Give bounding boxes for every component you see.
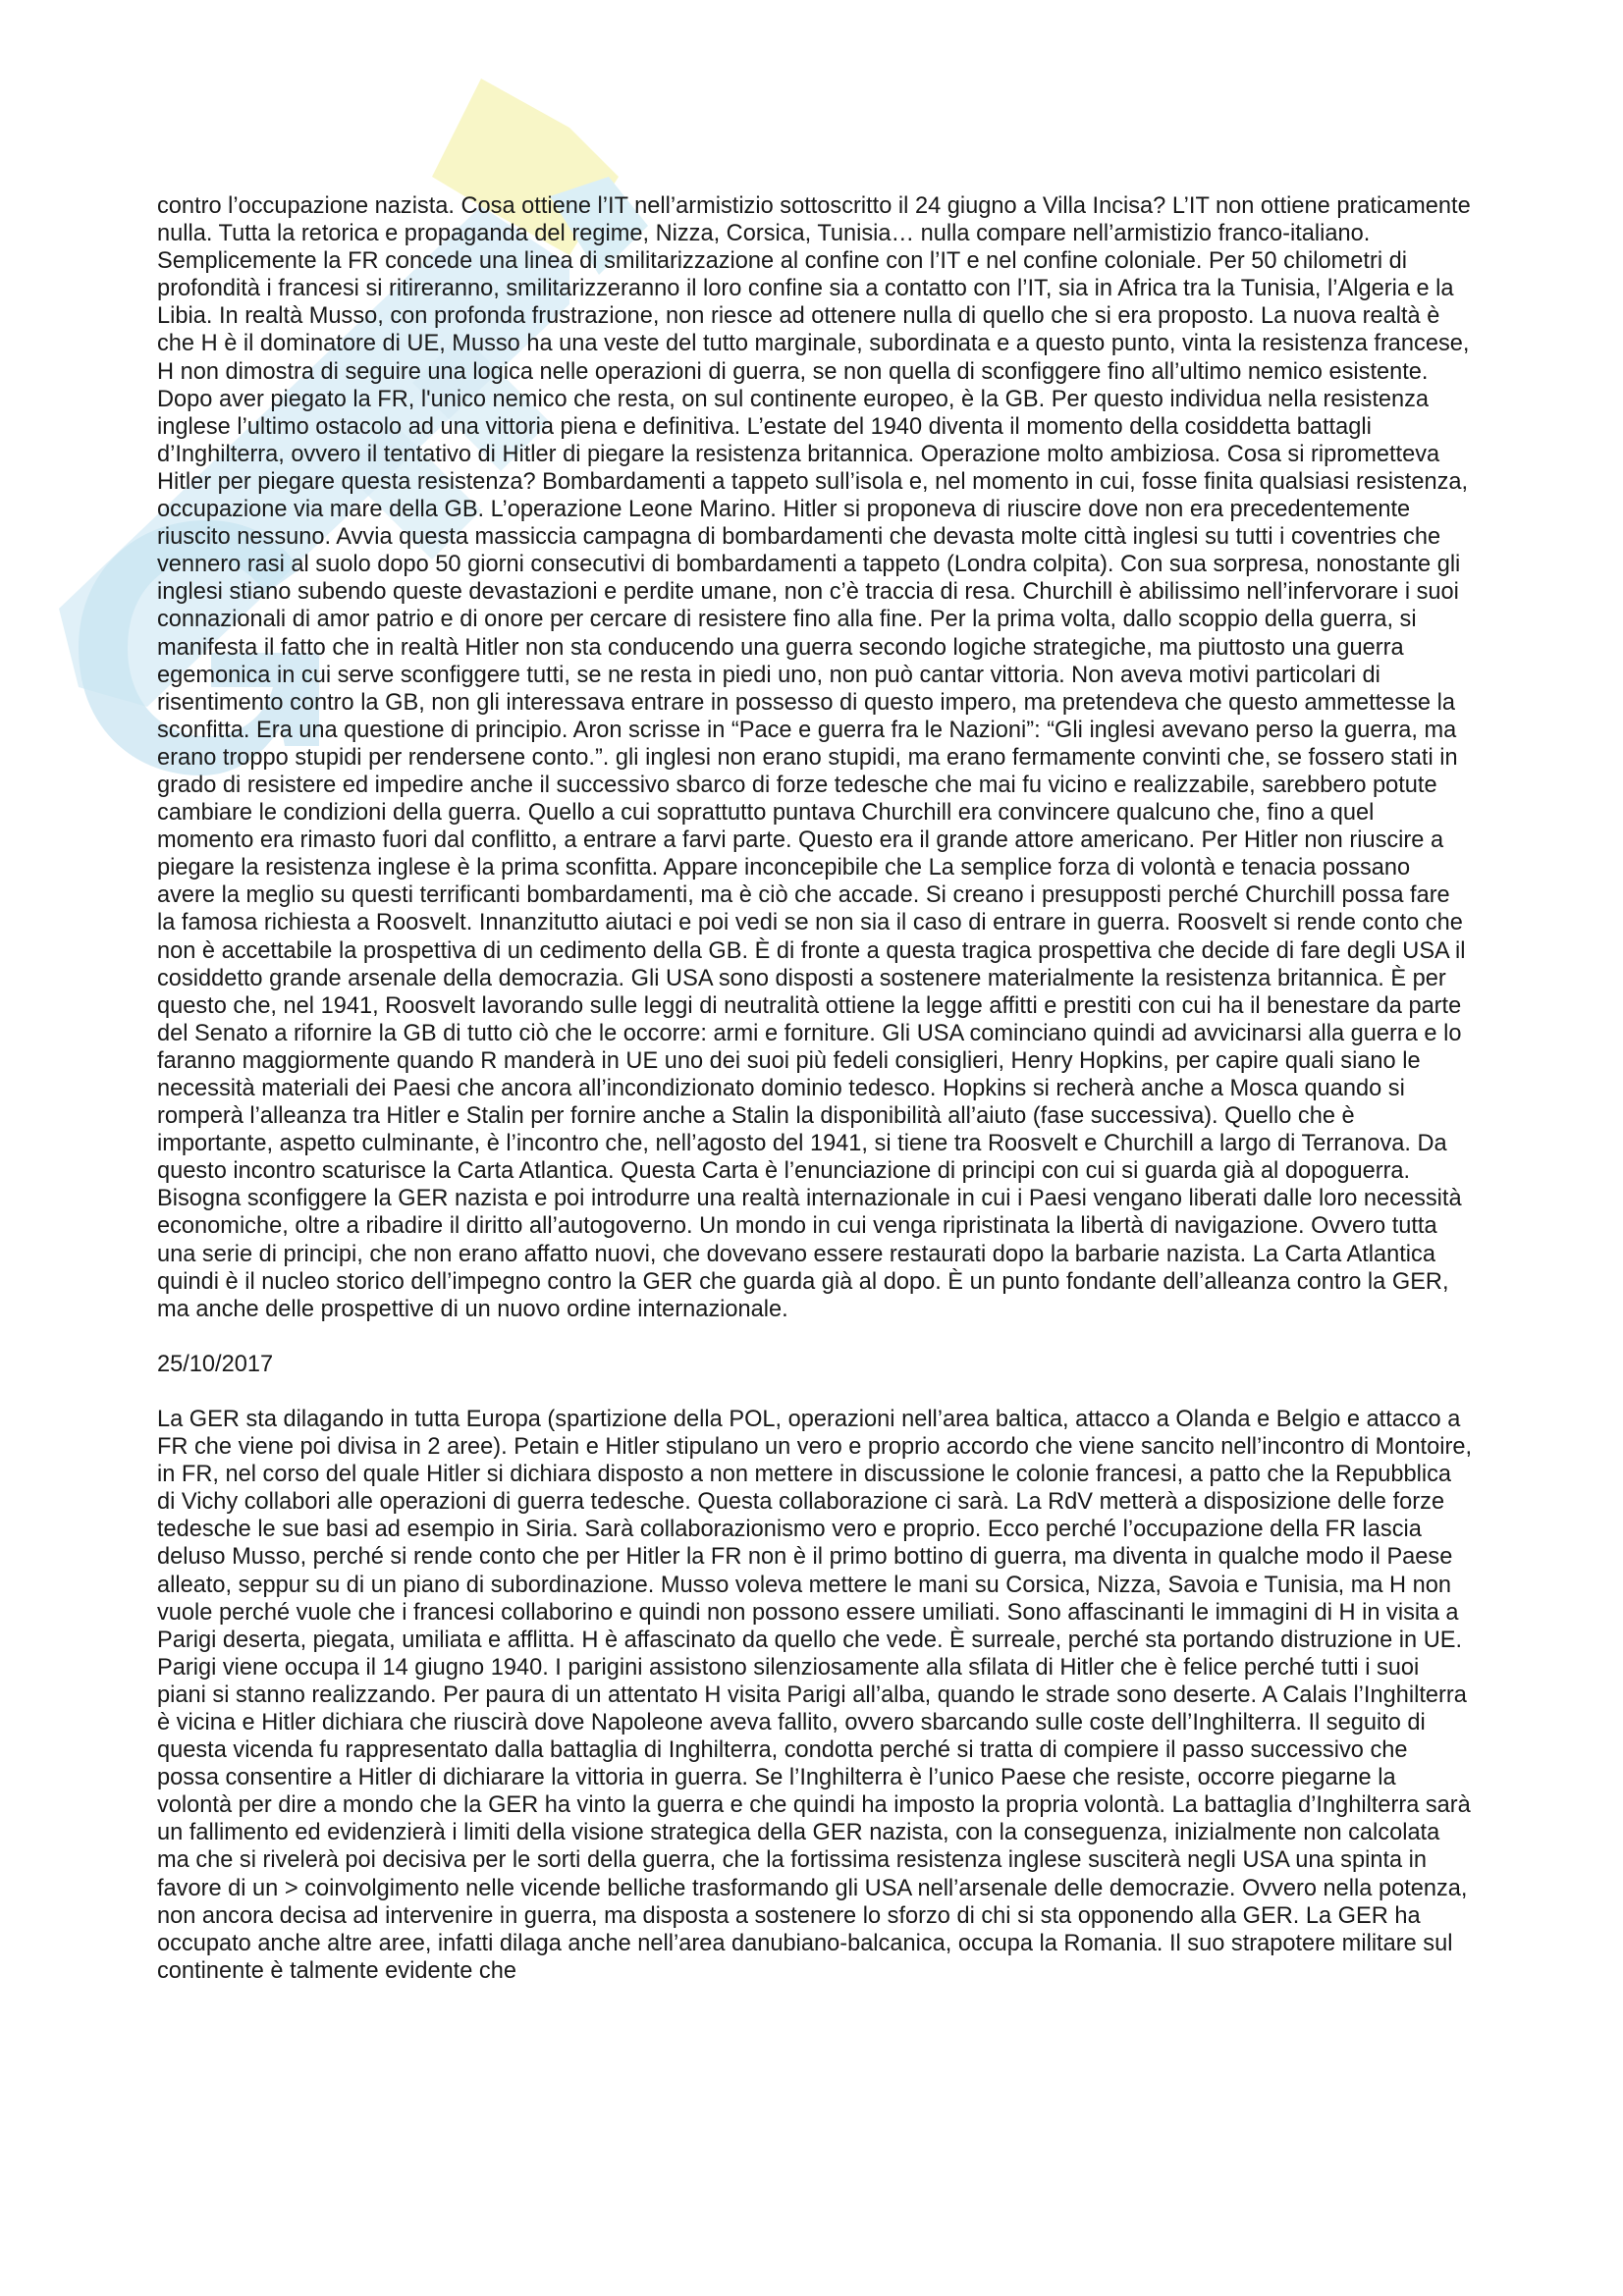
document-body	[157, 192, 1473, 1985]
date-heading: 25/10/2017	[157, 1351, 274, 1377]
body-paragraph: La GER sta dilagando in tutta Europa (spartizione della POL, operazioni nell’area baltica, attacco a Olanda e Belgio e attacco a FR che viene poi divisa in 2 aree). Petain e Hitler stipulano un vero e proprio accordo che viene sancito nell’incontro di Montoire, in FR, nel corso del quale Hitler si dichiara disposto a non mettere in discussione le colonie francesi, a patto che la Repubblica di Vichy collabori alle operazioni di guerra tedesche. Questa collaborazione ci sarà. La RdV metterà a disposizione delle forze tedesche le sue basi ad esempio in Siria. Sarà collaborazionismo vero e proprio. Ecco perché l’occupazione della FR lascia deluso Musso, perché si rende conto che per Hitler la FR non è il primo bottino di guerra, ma diventa in qualche modo il Paese alleato, seppur su di un piano di subordinazione. Musso voleva mettere le mani su Corsica, Nizza, Savoia e Tunisia, ma H non vuole perché vuole che i francesi collaborino e quindi non possono essere umiliati. Sono affascinanti le immagini di H in visita a Parigi deserta, piegata, umiliata e afflitta. H è affascinato da quello che vede. È surreale, perché sta portando distruzione in UE. Parigi viene occupa il 14 giugno 1940. I parigini assistono silenziosamente alla sfilata di Hitler che è felice perché tutti i suoi piani si stanno realizzando. Per paura di un attentato H visita Parigi all’alba, quando le strade sono deserte. A Calais l’Inghilterra è vicina e Hitler dichiara che riuscirà dove Napoleone aveva fallito, ovvero sbarcando sulle coste dell’Inghilterra. Il seguito di questa vicenda fu rappresentato dalla battaglia di Inghilterra, condotta perché si tratta di compiere il passo successivo che possa consentire a Hitler di dichiarare la vittoria in guerra. Se l’Inghilterra è l’unico Paese che resiste, occorre piegarne la volontà per dire a mondo che la GER ha vinto la guerra e che quindi ha imposto la propria volontà. La battaglia d’Inghilterra sarà un fallimento ed evidenzierà i limiti della visione strategica della GER nazista, con la conseguenza, inizialmente non calcolata ma che si rivelerà poi decisiva per le sorti della guerra, che la fortissima resistenza inglese susciterà negli USA una spinta in favore di un > coinvolgimento nelle vicende belliche trasformando gli USA nell’arsenale delle democrazie. Ovvero nella potenza, non ancora decisa ad intervenire in guerra, ma disposta a sostenere lo sforzo di chi si sta opponendo alla GER. La GER ha occupato anche altre aree, infatti dilaga anche nell’area danubiano-balcanica, occupa la Romania. Il suo strapotere militare sul continente è talmente evidente che	[157, 1406, 1473, 1984]
body-paragraph: contro l’occupazione nazista. Cosa ottiene l’IT nell’armistizio sottoscritto il 24 giugno a Villa Incisa? L’IT non ottiene praticamente nulla. Tutta la retorica e propaganda del regime, Nizza, Corsica, Tunisia… nulla compare nell’armistizio franco-italiano. Semplicemente la FR concede una linea di smilitarizzazione al confine con l’IT e nel confine coloniale. Per 50 chilometri di profondità i francesi si ritireranno, smilitarizzeranno il loro confine sia a contatto con l’IT, sia in Africa tra la Tunisia, l’Algeria e la Libia. In realtà Musso, con profonda frustrazione, non riesce ad ottenere nulla di quello che si era proposto. La nuova realtà è che H è il dominatore di UE, Musso ha una veste del tutto marginale, subordinata e a questo punto, vinta la resistenza francese, H non dimostra di seguire una logica nelle operazioni di guerra, se non quella di sconfiggere fino all’ultimo nemico esistente. Dopo aver piegato la FR, l'unico nemico che resta, on sul continente europeo, è la GB. Per questo individua nella resistenza inglese l’ultimo ostacolo ad una vittoria piena e definitiva. L’estate del 1940 diventa il momento della cosiddetta battagli d’Inghilterra, ovvero il tentativo di Hitler di piegare la resistenza britannica. Operazione molto ambiziosa. Cosa si riprometteva Hitler per piegare questa resistenza? Bombardamenti a tappeto sull’isola e, nel momento in cui, fosse finita qualsiasi resistenza, occupazione via mare della GB. L’operazione Leone Marino. Hitler si proponeva di riuscire dove non era precedentemente riuscito nessuno. Avvia questa massiccia campagna di bombardamenti che devasta molte città inglesi su tutti i coventries che vennero rasi al suolo dopo 50 giorni consecutivi di bombardamenti a tappeto (Londra colpita). Con sua sorpresa, nonostante gli inglesi stiano subendo queste devastazioni e perdite umane, non c’è traccia di resa. Churchill è abilissimo nell’infervorare i suoi connazionali di amor patrio e di onore per cercare di resistere fino alla fine. Per la prima volta, dallo scoppio della guerra, si manifesta il fatto che in realtà Hitler non sta conducendo una guerra secondo logiche strategiche, ma piuttosto una guerra egemonica in cui serve sconfiggere tutti, se ne resta in piedi uno, non può cantar vittoria. Non aveva motivi particolari di risentimento contro la GB, non gli interessava entrare in possesso di questo impero, ma pretendeva che questo ammettesse la sconfitta. Era una questione di principio. Aron scrisse in “Pace e guerra fra le Nazioni”: “Gli inglesi avevano perso la guerra, ma erano troppo stupidi per rendersene conto.”. gli inglesi non erano stupidi, ma erano fermamente convinti che, se fossero stati in grado di resistere ed impedire anche il successivo sbarco di forze tedesche che mai fu vicino e realizzabile, sarebbero potute cambiare le condizioni della guerra. Quello a cui soprattutto puntava Churchill era convincere qualcuno che, fino a quel momento era rimasto fuori dal conflitto, a entrare a farvi parte. Questo era il grande attore americano. Per Hitler non riuscire a piegare la resistenza inglese è la prima sconfitta. Appare inconcepibile che La semplice forza di volontà e tenacia possano avere la meglio su questi terrificanti bombardamenti, ma è ciò che accade. Si creano i presupposti perché Churchill possa fare la famosa richiesta a Roosvelt. Innanzitutto aiutaci e poi vedi se non sia il caso di entrare in guerra. Roosvelt si rende conto che non è accettabile la prospettiva di un cedimento della GB. È di fronte a questa tragica prospettiva che decide di fare degli USA il cosiddetto grande arsenale della democrazia. Gli USA sono disposti a sostenere materialmente la resistenza britannica. È per questo che, nel 1941, Roosvelt lavorando sulle leggi di neutralità ottiene la legge affitti e prestiti con cui ha il benestare da parte del Senato a rifornire la GB di tutto ciò che le occorre: armi e forniture. Gli USA cominciano quindi ad avvicinarsi alla guerra e lo faranno maggiormente quando R manderà in UE uno dei suoi più fedeli consiglieri, Henry Hopkins, per capire quali siano le necessità materiali dei Paesi che ancora all’incondizionato dominio tedesco. Hopkins si recherà anche a Mosca quando si romperà l’alleanza tra Hitler e Stalin per fornire anche a Stalin la disponibilità all’aiuto (fase successiva). Quello che è importante, aspetto culminante, è l’incontro che, nell’agosto del 1941, si tiene tra Roosvelt e Churchill a largo di Terranova. Da questo incontro scaturisce la Carta Atlantica. Questa Carta è l’enunciazione di principi con cui si guarda già al dopoguerra. Bisogna sconfiggere la GER nazista e poi introdurre una realtà internazionale in cui i Paesi vengano liberati dalle loro necessità economiche, oltre a ribadire il diritto all’autogoverno. Un mondo in cui venga ripristinata la libertà di navigazione. Ovvero tutta una serie di principi, che non erano affatto nuovi, che dovevano essere restaurati dopo la barbarie nazista. La Carta Atlantica quindi è il nucleo storico dell’impegno contro la GER che guarda già al dopo. È un punto fondante dell’alleanza contro la GER, ma anche delle prospettive di un nuovo ordine internazionale.	[157, 193, 1471, 1322]
